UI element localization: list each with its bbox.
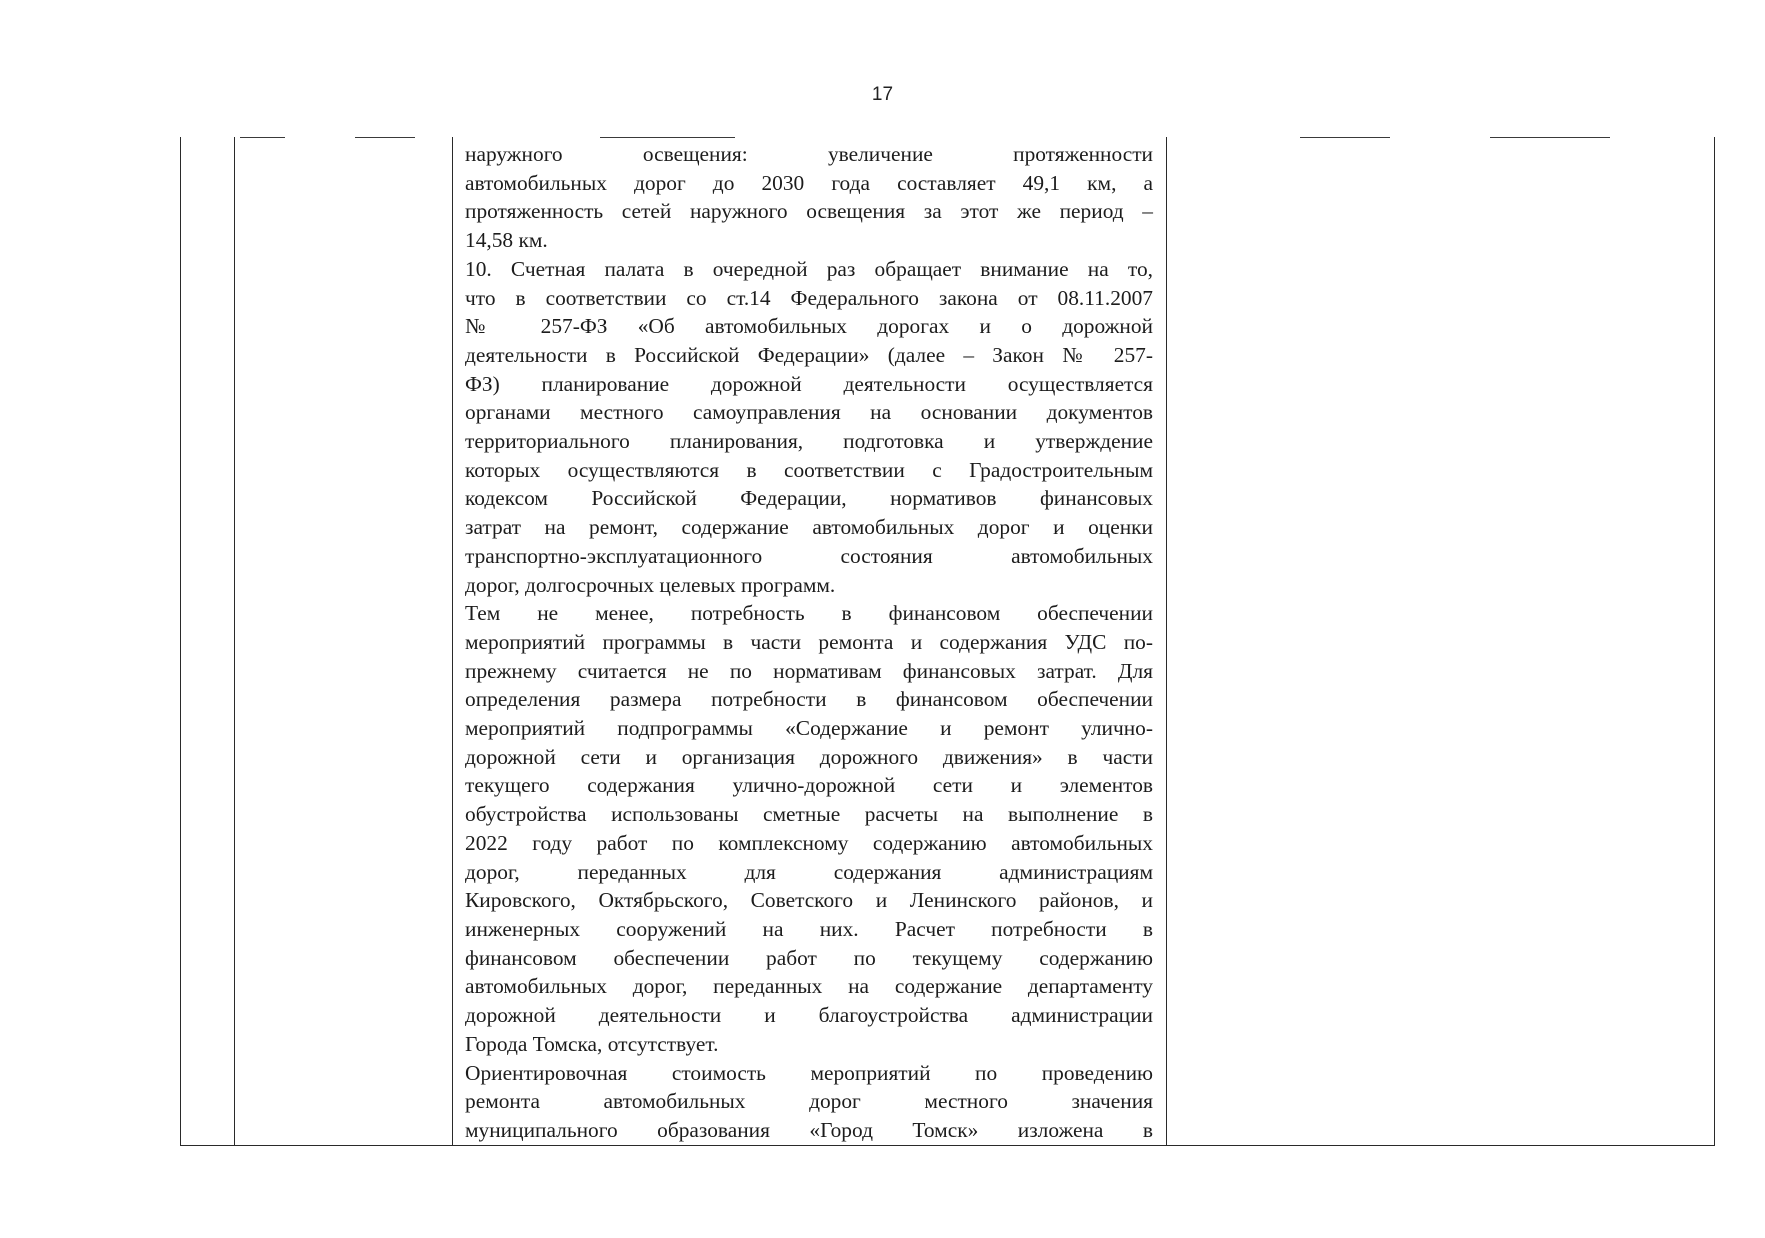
text-line: прежнему считается не по нормативам финансовых затрат. Для <box>465 658 1153 683</box>
text-line: муниципального образования «Город Томск» изложена в <box>465 1117 1153 1142</box>
text-line: № 257-ФЗ «Об автомобильных дорогах и о дорожной <box>465 314 1153 339</box>
text-line: мероприятий программы в части ремонта и содержания УДС по- <box>465 629 1153 654</box>
text-line: автомобильных дорог, переданных на содержание департаменту <box>465 974 1153 999</box>
text-line: 10. Счетная палата в очередной раз обращает внимание на то, <box>465 256 1153 281</box>
table-text-cell <box>465 140 1153 1145</box>
text-line: что в соответствии со ст.14 Федерального закона от 08.11.2007 <box>465 285 1153 310</box>
text-line: обустройства использованы сметные расчеты на выполнение в <box>465 802 1153 827</box>
text-line: Тем не менее, потребность в финансовом обеспечении <box>465 601 1153 626</box>
text-line: ремонта автомобильных дорог местного значения <box>465 1089 1153 1114</box>
text-line: протяженность сетей наружного освещения за этот же период – <box>465 199 1153 224</box>
text-line: дорог, переданных для содержания администрациям <box>465 859 1153 884</box>
page-number: 17 <box>871 84 894 105</box>
text-line: текущего содержания улично-дорожной сети и элементов <box>465 773 1153 798</box>
text-line: дорог, долгосрочных целевых программ. <box>465 572 836 597</box>
text-line: органами местного самоуправления на основании документов <box>465 400 1153 425</box>
text-line: наружного освещения: увеличение протяженности <box>465 142 1153 166</box>
text-line: дорожной деятельности и благоустройства администрации <box>465 1003 1153 1028</box>
text-line: дорожной сети и организация дорожного движения» в части <box>465 744 1153 769</box>
text-line: затрат на ремонт, содержание автомобильных дорог и оценки <box>465 515 1153 540</box>
text-line: Города Томска, отсутствует. <box>465 1031 719 1056</box>
column-divider-3 <box>1166 137 1167 1145</box>
text-line: мероприятий подпрограммы «Содержание и ремонт улично- <box>465 716 1153 741</box>
text-line: кодексом Российской Федерации, нормативов финансовых <box>465 486 1153 511</box>
column-divider-2 <box>452 137 453 1145</box>
text-line: Кировского, Октябрьского, Советского и Ленинского районов, и <box>465 888 1153 913</box>
text-line: которых осуществляются в соответствии с Градостроительным <box>465 457 1153 482</box>
column-divider-1 <box>234 137 235 1145</box>
text-line: 14,58 км. <box>465 228 548 253</box>
text-line: территориального планирования, подготовка и утверждение <box>465 429 1153 454</box>
text-line: определения размера потребности в финансовом обеспечении <box>465 687 1153 712</box>
text-line: финансовом обеспечении работ по текущему содержанию <box>465 945 1153 970</box>
text-line: ФЗ) планирование дорожной деятельности осуществляется <box>465 371 1153 396</box>
text-line: деятельности в Российской Федерации» (далее – Закон № 257- <box>465 342 1153 367</box>
text-line: инженерных сооружений на них. Расчет потребности в <box>465 916 1153 941</box>
text-line: Ориентировочная стоимость мероприятий по проведению <box>465 1060 1153 1085</box>
text-line: транспортно-эксплуатационного состояния автомобильных <box>465 543 1153 568</box>
text-line: 2022 году работ по комплексному содержанию автомобильных <box>465 830 1153 855</box>
text-line: автомобильных дорог до 2030 года составляет 49,1 км, а <box>465 170 1153 195</box>
